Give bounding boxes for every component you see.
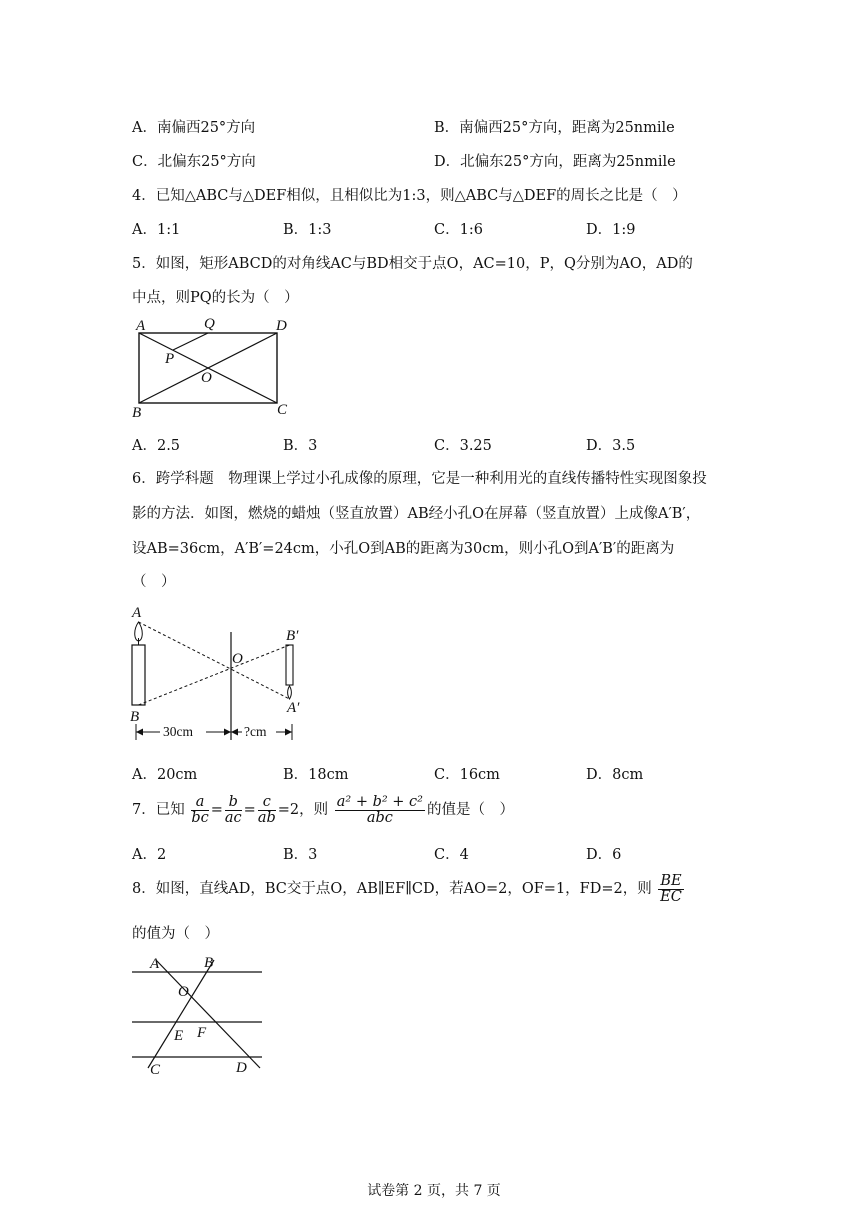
q5-stem-line2: 中点，则PQ的长为（ ） [132, 290, 299, 306]
q3-option-a: A．南偏西25°方向 [132, 120, 256, 136]
ray-a-to-a-prime [139, 622, 290, 699]
q7-fraction-3 [258, 795, 276, 826]
q7-option-d: D．6 [586, 847, 622, 863]
line-ad [156, 960, 260, 1068]
q7-fraction-4 [335, 795, 425, 826]
q7-prefix: 7．已知 [132, 802, 185, 818]
label-b: B [204, 955, 214, 971]
label-unknown-cm: ?cm [244, 724, 267, 739]
q7-option-a: A．2 [132, 847, 167, 863]
q4-option-c: C．1:6 [434, 222, 483, 238]
q7-frac2-num: b [225, 795, 242, 811]
arrow-left-start [136, 729, 143, 736]
label-o: O [178, 984, 189, 1000]
q4-stem: 4．已知△ABC与△DEF相似，且相似比为1:3，则△ABC与△DEF的周长之比是（ ） [132, 188, 687, 204]
image-body [286, 645, 293, 685]
label-e: E [174, 1028, 184, 1044]
q3-option-b: B．南偏西25°方向，距离为25nmile [434, 120, 675, 136]
label-o: O [201, 370, 212, 386]
ray-b-to-b-prime [139, 645, 290, 705]
q6-option-b: B．18cm [283, 767, 349, 783]
label-b: B [132, 405, 142, 421]
q7-fraction-2 [225, 795, 242, 826]
line-bc [148, 960, 214, 1068]
q6-stem-line3: 设AB=36cm，A′B′=24cm，小孔O到AB的距离为30cm，则小孔O到A′B′的距离为 [132, 541, 675, 557]
label-a: A [136, 318, 146, 334]
q7-frac1-den: bc [191, 809, 209, 826]
q8-frac-den: EC [660, 888, 682, 905]
q7-suffix: 的值是（ ） [426, 802, 514, 818]
label-a: A [132, 605, 142, 621]
q7-option-c: C．4 [434, 847, 469, 863]
q5-option-c: C．3.25 [434, 438, 492, 454]
label-d: D [276, 318, 287, 334]
q6-stem-line1: 6．跨学科题 物理课上学过小孔成像的原理，它是一种利用光的直线传播特性实现图象投 [132, 471, 707, 487]
label-a: A [150, 956, 160, 972]
q7-frac1-num: a [191, 795, 208, 811]
label-30cm: 30cm [163, 724, 193, 739]
q6-option-c: C．16cm [434, 767, 500, 783]
q8-stem-text: 8．如图，直线AD，BC交于点O，AB∥EF∥CD，若AO=2，OF=1，FD=2，则 [132, 881, 652, 897]
arrow-left-end [224, 729, 231, 736]
q6-pinhole-figure [124, 600, 324, 748]
q8-frac-num: BE [660, 872, 682, 889]
q4-option-a: A．1:1 [132, 222, 181, 238]
q7-equals: =2，则 [277, 802, 329, 818]
image-flame [288, 686, 292, 699]
q7-stem: 7．已知 $\frac{a}{bc}$ = $\frac{b}{ac}$ = $\frac{c}{ab}$ =2，则 $\frac{\text{a² + b² + c²}}{\text{abc}}$ 的值是（ ） [132, 793, 514, 826]
q8-fraction [658, 874, 683, 905]
label-d: D [236, 1060, 247, 1076]
label-a-prime: A′ [287, 700, 300, 716]
q7-frac3-den: ab [257, 809, 276, 826]
label-q: Q [204, 316, 215, 332]
q3-option-d: D．北偏东25°方向，距离为25nmile [434, 154, 676, 170]
label-c: C [150, 1062, 161, 1078]
q7-frac4-num: a² + b² + c² [336, 793, 423, 810]
candle-body [132, 645, 145, 705]
q5-stem-line1: 5．如图，矩形ABCD的对角线AC与BD相交于点O，AC=10，P，Q分别为AO，AD的 [132, 256, 693, 272]
arrow-right-end [285, 729, 292, 736]
q7-frac2-den: ac [224, 809, 242, 826]
label-b-prime: B′ [286, 628, 299, 644]
label-o: O [232, 651, 243, 667]
q4-option-d: D．1:9 [586, 222, 636, 238]
q7-fraction-1 [191, 795, 208, 826]
q5-rectangle-figure [128, 312, 308, 424]
q4-option-b: B．1:3 [283, 222, 332, 238]
q7-frac3-num: c [258, 795, 276, 811]
label-f: F [197, 1025, 207, 1041]
q6-stem-line2: 影的方法．如图，燃烧的蜡烛（竖直放置）AB经小孔O在屏幕（竖直放置）上成像A′B′， [132, 506, 701, 522]
q6-stem-line4: （ ） [132, 574, 176, 590]
q8-parallel-lines-figure [124, 950, 274, 1080]
q5-option-d: D．3.5 [586, 438, 636, 454]
q8-stem-line2: 的值为（ ） [132, 926, 219, 942]
q6-option-a: A．20cm [132, 767, 198, 783]
label-c: C [277, 402, 288, 418]
page-footer: 试卷第 2 页，共 7 页 [367, 1183, 501, 1199]
q3-option-c: C．北偏东25°方向 [132, 154, 256, 170]
q6-option-d: D．8cm [586, 767, 644, 783]
segment-pq [173, 333, 208, 350]
q7-frac4-den: abc [366, 809, 393, 826]
q8-stem-line1 [132, 872, 686, 906]
arrow-right-start [231, 729, 238, 736]
q5-option-b: B．3 [283, 438, 318, 454]
label-b: B [130, 709, 140, 725]
q7-option-b: B．3 [283, 847, 318, 863]
label-p: P [165, 351, 175, 367]
q5-option-a: A．2.5 [132, 438, 181, 454]
